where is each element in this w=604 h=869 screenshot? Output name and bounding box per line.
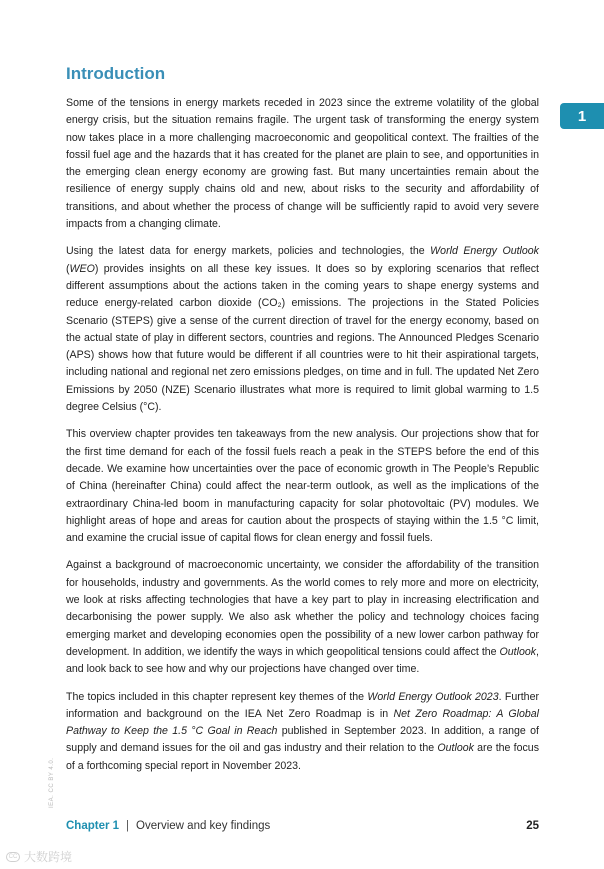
italic-text: World Energy Outlook	[430, 245, 539, 258]
italic-text: Outlook	[437, 742, 474, 755]
text-run: (	[66, 262, 70, 275]
license-notice: IEA. CC BY 4.0.	[49, 757, 55, 808]
text-run: This overview chapter provides ten takeaways from the new analysis. Our projections show that for the first time demand for each of the fossil fuels reach a peak in the STEPS before the end of this decade. We examine how uncertainties over the pace of economic growth in The People’s Republic of China (hereinafter China) could affect the near-term outlook, as well as the implications of the extraordinary China-led boom in manufacturing capacity for solar photovoltaic (PV) modules. We highlight areas of hope and areas for caution about the prospects of staying within the 1.5 °C limit, and examine the crucial issue of capital flows for clean energy and fossil fuels.	[66, 428, 539, 545]
footer-chapter-label: Chapter 1	[66, 820, 120, 832]
page-number: 25	[526, 820, 539, 832]
italic-text: WEO	[69, 262, 95, 275]
text-run: Against a background of macroeconomic uncertainty, we consider the affordability of the transition for households, industry and governments. As the world comes to rely more and more on electricity, we look at risks affecting technologies that have a key part to play in increasing electrification and decarbonising the power supply. We also ask whether the policy and technology choices facing emerging market and developing economies open the possibility of a new lower carbon pathway for development. In addition, we identify the ways in which geopolitical tensions could affect the	[66, 559, 539, 658]
page-footer	[66, 820, 539, 832]
text-run: published in September 2023. In addition, a range of supply and demand issues for the oil and gas industry and their relation to the	[66, 725, 539, 755]
text-run: are the focus of a forthcoming special report in November 2023.	[66, 742, 539, 772]
watermark	[6, 848, 72, 865]
paragraph	[66, 243, 539, 416]
footer-separator: |	[126, 820, 130, 832]
watermark-text: 大数跨境	[24, 850, 73, 864]
text-run: Some of the tensions in energy markets receded in 2023 since the extreme volatility of the global energy crisis, but the situation remains fragile. The urgent task of transforming the energy system now takes place in a more challenging macroeconomic and geopolitical context. The frailties of the fossil fuel age and the hazards that it has created for the planet are plain to see, and opportunities in the emerging clean energy economy are growing fast. But many uncertainties remain about the resilience of energy supply chains old and new, about risks to the security and affordability of transitions, and about whether the process of change will be sufficiently rapid to avoid very severe impacts from a changing climate.	[66, 97, 539, 231]
text-run: ) provides insights on all these key issues. It does so by exploring scenarios that reflect different assumptions about the actions taken in the coming years to shape energy systems and reduce energy-related carbon dioxide (CO₂) emissions. The projections in the Stated Policies Scenario (STEPS) give a sense of the current direction of travel for the energy economy, based on the actual state of play in different sectors, countries and regions. The Announced Pledges Scenario (APS) shows how that future would be different if all countries were to hit their aspirational targets, including national and regional net zero emissions pledges, on time and in full. The updated Net Zero Emissions by 2050 (NZE) Scenario illustrates what more is required to limit global warming to 1.5 degree Celsius (°C).	[66, 262, 539, 414]
italic-text: World Energy Outlook 2023	[367, 690, 499, 703]
text-run: . Further information and background on the IEA Net Zero Roadmap is in	[66, 690, 539, 720]
text-run: Using the latest data for energy markets, policies and technologies, the	[66, 245, 431, 258]
italic-text: Outlook	[499, 645, 537, 658]
paragraph	[66, 689, 539, 775]
text-run: The topics included in this chapter represent key themes of the	[66, 690, 368, 703]
page-title: Introduction	[66, 64, 166, 83]
body-text	[66, 95, 539, 785]
italic-text: Net Zero Roadmap: A Global Pathway to Keep the 1.5 °C Goal in Reach	[66, 707, 540, 738]
text-run: , and look back to see how and why our projections have changed over time.	[66, 645, 539, 676]
cc-logo-icon: CC	[6, 852, 20, 862]
paragraph	[66, 95, 539, 233]
paragraph	[66, 426, 539, 547]
paragraph	[66, 557, 539, 678]
footer-chapter-title: Overview and key findings	[136, 820, 271, 832]
chapter-number-tab: 1	[560, 103, 604, 129]
